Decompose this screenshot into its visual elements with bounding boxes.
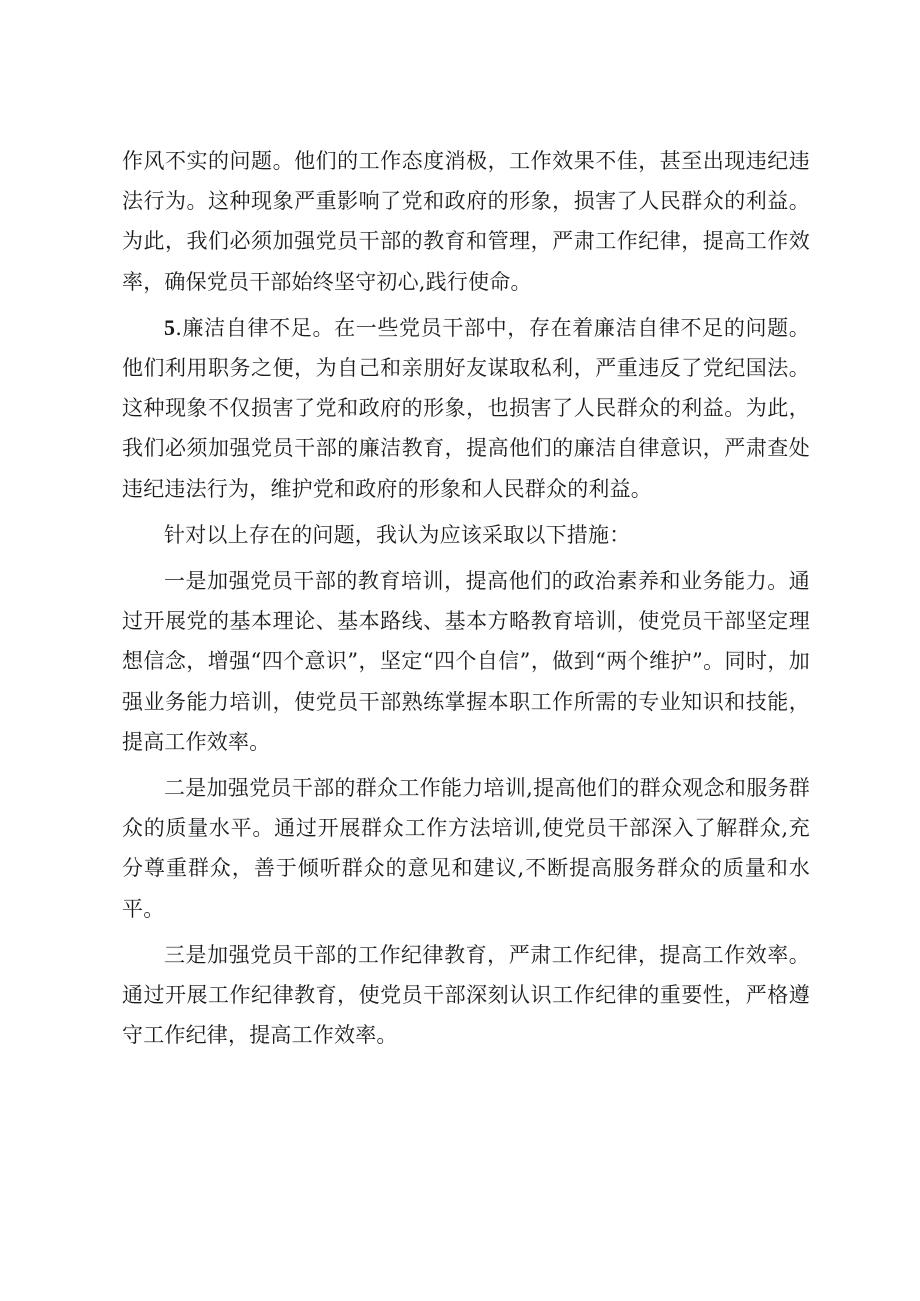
paragraph-measure-3 (122, 935, 810, 1056)
paragraph-text: 一是加强党员干部的教育培训，提高他们的政治素养和业务能力。通过开展党的基本理论、基本路线、基本方略教育培训，使党员干部坚定理想信念，增强“四个意识”，坚定“四个自信”，做到“两个维护”。同时，加强业务能力培训，使党员干部熟练掌握本职工作所需的专业知识和技能，提高工作效率。 (122, 569, 810, 754)
paragraph-text: 针对以上存在的问题，我认为应该采取以下措施： (164, 522, 631, 547)
item-number: 5 (164, 314, 176, 340)
paragraph-text: .廉洁自律不足。在一些党员干部中，存在着廉洁自律不足的问题。他们利用职务之便，为自己和亲朋好友谋取私利，严重违反了党纪国法。这种现象不仅损害了党和政府的形象，也损害了人民群众的利益。为此，我们必须加强党员干部的廉洁教育，提高他们的廉洁自律意识，严肃查处违纪违法行为，维护党和政府的形象和人民群众的利益。 (122, 315, 810, 501)
paragraph-text: 作风不实的问题。他们的工作态度消极，工作效果不佳，甚至出现违纪违法行为。这种现象严重影响了党和政府的形象，损害了人民群众的利益。为此，我们必须加强党员干部的教育和管理，严肃工作纪律，提高工作效率，确保党员干部始终坚守初心,践行使命。 (122, 149, 810, 294)
paragraph-continuation (122, 141, 810, 302)
paragraph-text: 三是加强党员干部的工作纪律教育，严肃工作纪律，提高工作效率。通过开展工作纪律教育，使党员干部深刻认识工作纪律的重要性，严格遵守工作纪律，提高工作效率。 (122, 942, 810, 1048)
paragraph-measure-1 (122, 561, 810, 762)
paragraph-measures-intro (122, 515, 810, 555)
document-body (122, 141, 810, 1061)
paragraph-measure-2 (122, 768, 810, 929)
paragraph-text: 二是加强党员干部的群众工作能力培训,提高他们的群众观念和服务群众的质量水平。通过开展群众工作方法培训,使党员干部深入了解群众,充分尊重群众，善于倾听群众的意见和建议,不断提高服务群众的质量和水平。 (122, 776, 810, 921)
paragraph-item-5 (122, 308, 810, 509)
